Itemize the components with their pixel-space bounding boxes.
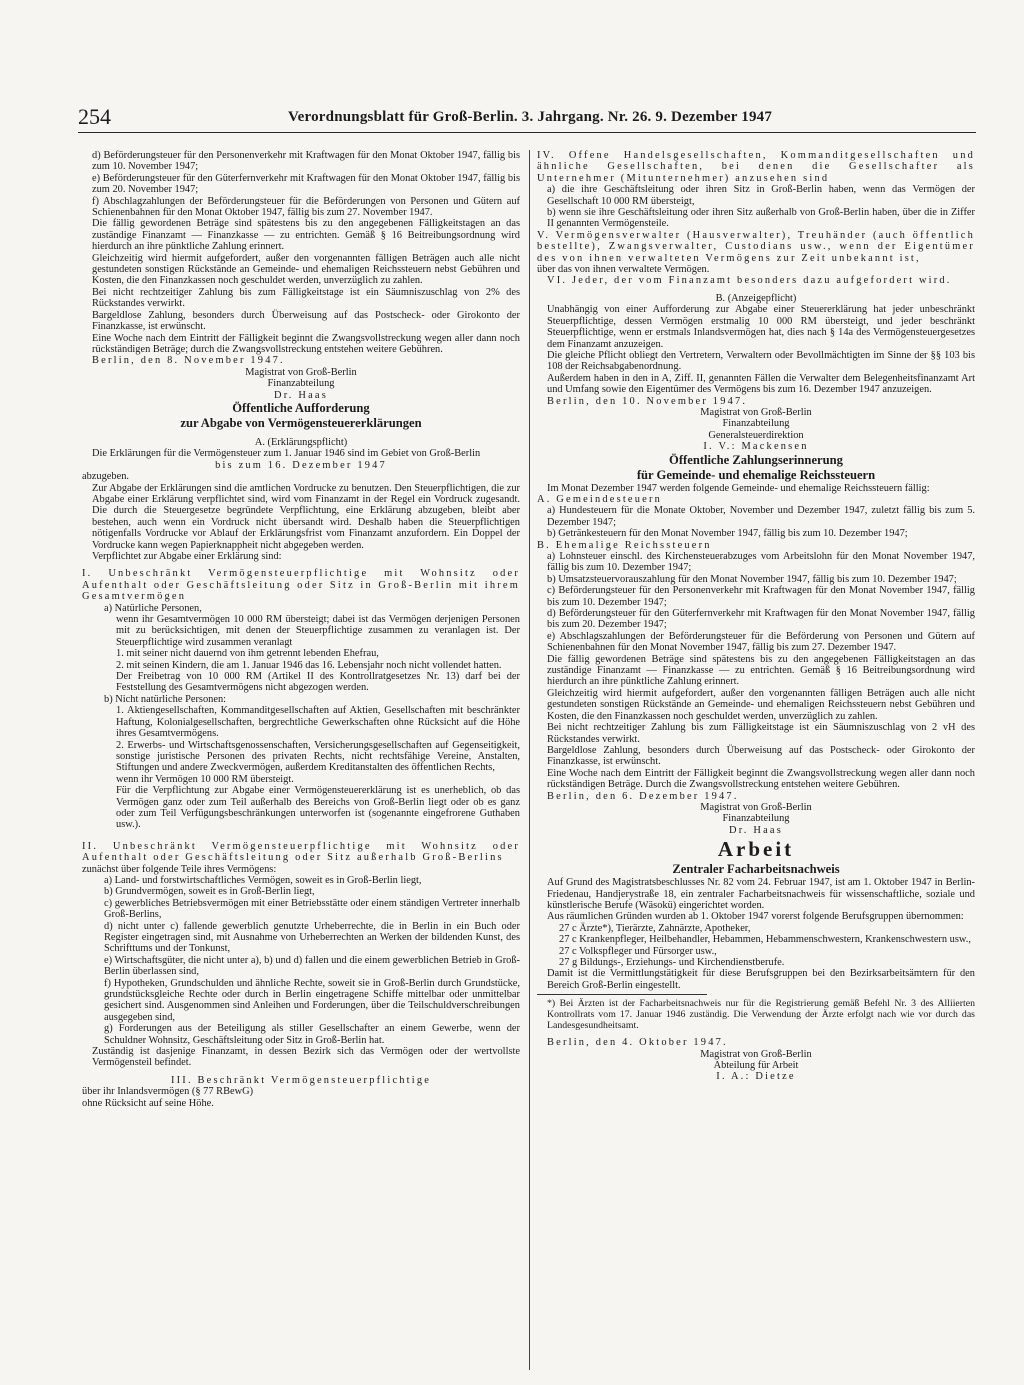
list-item: 1. Aktiengesellschaften, Kommanditgesellschaften auf Aktien, Gesellschaften mit beschränkter Haftung, Kolonialgesellschaften, bergrechtliche Gewerkschaften ohne Rücksicht auf die Höhe ihres Gesamtvermögens. xyxy=(116,705,520,740)
right-column xyxy=(537,150,975,1380)
list-item: a) Lohnsteuer einschl. des Kirchensteuerabzuges vom Arbeitslohn für den Monat November 1947, fällig bis zum 10. Dezember 1947; xyxy=(547,551,975,574)
signature-line: I. V.: Mackensen xyxy=(703,441,809,453)
list-item: b) Getränkesteuern für den Monat November 1947, fällig bis zum 10. Dezember 1947; xyxy=(547,528,908,540)
paragraph: Zur Abgabe der Erklärungen sind die amtlichen Vordrucke zu benutzen. Den Steuerpflichtigen, die zur Abgabe einer Erklärung verpflichtet sind, wird vom Finanzamt in der Regel ein Vordruck zugesandt. Die durch die Steuergesetze begründete Verpflichtung, eine Erklärung abzugeben, bleibt aber bestehen, auch wenn ein Vordruck nicht übersandt wird. Deshalb haben die Steuerpflichtigen nötigenfalls Vordrucke vor Ablauf der Erklärungsfrist vom Finanzamt anzufordern. Ein Doppel der Vordrucke kann wegen Papierknappheit nicht abgegeben werden. xyxy=(92,482,520,551)
signature-line: Abteilung für Arbeit xyxy=(713,1060,799,1072)
list-item: 27 c Volkspfleger und Fürsorger usw., xyxy=(559,945,717,957)
paragraph: über ihr Inlandsvermögen (§ 77 RBewG) xyxy=(82,1086,254,1098)
signature-line: Finanzabteilung xyxy=(722,418,790,430)
paragraph: Bargeldlose Zahlung, besonders durch Überweisung auf das Postscheck- oder Girokonto der Finanzkasse, ist erwünscht. xyxy=(92,309,520,333)
section-title: Öffentliche Aufforderung xyxy=(232,400,370,415)
page-number: 254 xyxy=(78,104,111,129)
section-banner: Arbeit xyxy=(717,837,795,862)
footnote-rule xyxy=(537,994,707,995)
paragraph: ohne Rücksicht auf seine Höhe. xyxy=(82,1097,214,1109)
subheading: B. (Anzeigepflicht) xyxy=(715,292,797,304)
list-item: b) wenn sie ihre Geschäftsleitung oder ihren Sitz außerhalb von Groß-Berlin haben, über die in Ziffer II genannten Vermögensteile. xyxy=(547,207,975,230)
paragraph: Auf Grund des Magistratsbeschlusses Nr. 82 vom 24. Februar 1947, ist am 1. Oktober 1947 in Berlin-Friedenau, Handjerystraße 18, ein zentraler Facharbeitsnachweis für wissenschaftliche, soziale und künstlerische Berufe (Wäsokü) eingerichtet worden. xyxy=(547,877,975,911)
paragraph: Damit ist die Vermittlungstätigkeit für diese Berufsgruppen bei den Bezirksarbeitsämtern für den Bereich Groß-Berlin eingestellt. xyxy=(547,968,975,991)
section-title: Öffentliche Zahlungserinnerung xyxy=(669,452,843,467)
paragraph: Außerdem haben in den in A, Ziff. II, genannten Fällen die Verwalter dem Belegenheitsfinanzamt Art und Umfang sowie den Eigentümer des Vermögens bis zum 16. Dezember 1947 anzuzeigen. xyxy=(547,372,975,396)
list-item: e) Abschlagszahlungen der Beförderungsteuer für die Beförderung von Personen und Gütern auf Schienenbahnen für den Monat November 1947, fällig bis zum 27. Dezember 1947. xyxy=(547,630,975,654)
section-title: zur Abgabe von Vermögensteuererklärungen xyxy=(180,415,422,430)
paragraph: Gleichzeitig wird hiermit aufgefordert, außer den vorgenannten fälligen Beträgen auch alle nicht gestundeten sonstigen Rückstände an Gemeinde- und ehemaligen Reichssteuern nebst Gebühren und Kosten, die den Finanzkassen noch geschuldet werden, unverzüglich zu zahlen. xyxy=(92,252,520,287)
left-column xyxy=(82,150,520,1380)
paragraph: wenn ihr Vermögen 10 000 RM übersteigt. xyxy=(116,773,294,785)
section-title: für Gemeinde- und ehemalige Reichssteuern xyxy=(636,467,876,482)
list-item: a) die ihre Geschäftsleitung oder ihren Sitz in Groß-Berlin haben, wenn das Vermögen der Gesellschaft 10 000 RM übersteigt, xyxy=(547,184,975,207)
list-item: 27 g Bildungs-, Erziehungs- und Kirchendienstberufe. xyxy=(559,957,785,968)
signature-line: Finanzabteilung xyxy=(267,378,335,390)
paragraph: Unabhängig von einer Aufforderung zur Abgabe einer Steuererklärung hat jeder unbeschränkt Steuerpflichtige, dessen Vermögen erstmalig 10 000 RM übersteigt, und jeder beschränkt Steuerpflichtige, wenn er erstmals Inlandsvermögen hat, dies nach § 14a des Vermögensteuergesetzes dem Finanzamt anzuzeigen. xyxy=(547,304,975,350)
list-item: 27 c Krankenpfleger, Heilbehandler, Hebammen, Hebammenschwestern, Krankenschwestern usw., xyxy=(559,934,971,946)
section-heading: V. Vermögensverwalter (Hausverwalter), Treuhänder (auch öffentlich bestellte), Zwangsverwalter, Custodians usw., wenn der Eigentümer des von ihnen verwalteten Vermögens zur Zeit unbekannt ist, xyxy=(537,229,975,264)
list-item: g) Forderungen aus der Beteiligung als stiller Gesellschafter an einem Gewerbe, wenn der Schuldner Wohnsitz, Geschäftsleitung oder Sitz in Groß-Berlin hat. xyxy=(104,1023,520,1046)
paragraph: Gleichzeitig wird hiermit aufgefordert, außer den vorgenannten fälligen Beträgen auch alle nicht gestundeten sonstigen Rückstände an Gemeinde- und ehemaligen Reichssteuern nebst Gebühren und Kosten, die den Finanzkassen noch geschuldet werden, unverzüglich zu zahlen. xyxy=(547,687,975,722)
list-item: d) nicht unter c) fallende gewerblich genutzte Urheberrechte, die in Berlin in ein Buch oder Register eingetragen sind, mit Ausnahme von Urheberrechten an Werken der bildenden Kunst, des Schrifttums und der Tonkunst, xyxy=(104,920,520,955)
paragraph: e) Beförderungsteuer für den Güterfernverkehr mit Kraftwagen für den Monat Oktober 1947, fällig bis zum 20. November 1947; xyxy=(92,172,520,196)
list-item: e) Wirtschaftsgüter, die nicht unter a), b) und d) fallen und die einem gewerblichen Betrieb in Groß-Berlin überlassen sind, xyxy=(104,954,520,978)
list-item: c) Beförderungsteuer für den Personenverkehr mit Kraftwagen für den Monat November 1947, fällig bis zum 10. Dezember 1947; xyxy=(547,585,975,608)
signature-line: Finanzabteilung xyxy=(722,813,790,825)
date-line: Berlin, den 10. November 1947. xyxy=(547,395,748,407)
signature-line: Generalsteuerdirektion xyxy=(708,429,804,441)
list-item: 2. mit seinen Kindern, die am 1. Januar 1946 das 16. Lebensjahr noch nicht vollendet hatten. xyxy=(116,659,502,671)
list-item: 2. Erwerbs- und Wirtschaftsgenossenschaften, Versicherungsgesellschaften auf Gegenseitigkeit, sonstige juristische Personen des privaten Rechts, nicht rechtsfähige Vereine, Anstalten, Stiftungen und andere Zweckvermögen, außerdem Kreditanstalten des öffentlichen Rechts, xyxy=(116,739,520,774)
subheading: A. (Erklärungspflicht) xyxy=(254,436,348,448)
list-item: b) Nicht natürliche Personen: xyxy=(104,693,227,705)
part-heading: A. Gemeindesteuern xyxy=(537,493,663,505)
date-line: Berlin, den 6. Dezember 1947. xyxy=(547,790,739,802)
paragraph: Bargeldlose Zahlung, besonders durch Überweisung auf das Postscheck- oder Girokonto der Finanzkasse, ist erwünscht. xyxy=(547,744,975,768)
deadline: bis zum 16. Dezember 1947 xyxy=(215,459,387,471)
paragraph: Eine Woche nach dem Eintritt der Fälligkeit beginnt die Zwangsvollstreckung wegen aller dann noch rückständigen Beträge. Durch die Zwangsvollstreckung entstehen weitere Gebühren. xyxy=(547,767,975,791)
paragraph: über das von ihnen verwaltete Vermögen. xyxy=(537,264,710,276)
list-item: b) Grundvermögen, soweit es in Groß-Berlin liegt, xyxy=(104,886,315,898)
running-title: Verordnungsblatt für Groß-Berlin. 3. Jahrgang. Nr. 26. 9. Dezember 1947 xyxy=(288,109,773,125)
signature-line: I. A.: Dietze xyxy=(716,1071,796,1083)
paragraph: Verpflichtet zur Abgabe einer Erklärung sind: xyxy=(92,551,282,562)
list-item: a) Land- und forstwirtschaftliches Vermögen, soweit es in Groß-Berlin liegt, xyxy=(104,874,422,886)
section-title: Zentraler Facharbeitsnachweis xyxy=(672,862,840,877)
paragraph: Der Freibetrag von 10 000 RM (Artikel II des Kontrollratgesetzes Nr. 13) darf bei der Feststellung des Gesamtvermögens nicht abgezogen werden. xyxy=(116,671,520,694)
paragraph: Die gleiche Pflicht obliegt den Vertretern, Verwaltern oder Bevollmächtigten im Sinne der §§ 103 bis 108 der Reichsabgabenordnung. xyxy=(547,349,975,373)
page-header xyxy=(78,104,976,133)
list-item: 27 c Ärzte*), Tierärzte, Zahnärzte, Apotheker, xyxy=(559,922,751,934)
paragraph: Aus räumlichen Gründen wurden ab 1. Oktober 1947 vorerst folgende Berufsgruppen übernommen: xyxy=(547,911,964,923)
footnote: *) Bei Ärzten ist der Facharbeitsnachweis nur für die Registrierung gemäß Befehl Nr. 3 des Alliierten Kontrollrats vom 17. Januar 1946 zuständig. Die Verwendung der Ärzte erfolgt nach wie vor durch das Landesgesundheitsamt. xyxy=(547,998,975,1032)
list-item: b) Umsatzsteuervorauszahlung für den Monat November 1947, fällig bis zum 10. Dezember 1947; xyxy=(547,573,957,585)
paragraph: Zuständig ist dasjenige Finanzamt, in dessen Bezirk sich das Vermögen oder der wertvollste Vermögensteil befindet. xyxy=(92,1046,520,1069)
paragraph: d) Beförderungsteuer für den Personenverkehr mit Kraftwagen für den Monat Oktober 1947, fällig bis zum 10. November 1947; xyxy=(92,150,520,173)
list-item: 1. mit seiner nicht dauernd von ihm getrennt lebenden Ehefrau, xyxy=(116,648,379,660)
list-item: c) gewerbliches Betriebsvermögen mit einer Betriebsstätte oder einem ständigen Vertreter innerhalb Groß-Berlins, xyxy=(104,897,520,921)
part-heading: B. Ehemalige Reichssteuern xyxy=(537,539,712,551)
paragraph: Die fällig gewordenen Beträge sind spätestens bis zu den angegebenen Fälligkeitstagen an das zuständige Finanzamt — Finanzkasse — zu entrichten. Gemäß § 16 Beitreibungsordnung wird hierdurch an ihre pünktliche Zahlung erinnert. xyxy=(92,218,520,253)
signature-line: Magistrat von Groß-Berlin xyxy=(245,366,357,378)
list-item: a) Hundesteuern für die Monate Oktober, November und Dezember 1947, zuletzt fällig bis zum 5. Dezember 1947; xyxy=(547,505,975,528)
paragraph: f) Abschlagzahlungen der Beförderungsteuer für die Beförderungen von Personen und Gütern auf Schienenbahnen für den Monat Oktober 1947, fällig bis zum 27. November 1947. xyxy=(92,195,520,219)
paragraph: Bei nicht rechtzeitiger Zahlung bis zum Fälligkeitstage ist ein Säumniszuschlag von 2 vH des Rückstandes verwirkt. xyxy=(547,722,975,745)
paragraph: Im Monat Dezember 1947 werden folgende Gemeinde- und ehemalige Reichssteuern fällig: xyxy=(547,482,930,494)
signature-line: Dr. Haas xyxy=(274,389,328,401)
paragraph: zunächst über folgende Teile ihres Vermögens: xyxy=(82,863,277,875)
section-heading: VI. Jeder, der vom Finanzamt besonders dazu aufgefordert wird. xyxy=(547,275,952,287)
signature-line: Magistrat von Groß-Berlin xyxy=(700,406,812,418)
section-heading: IV. Offene Handelsgesellschaften, Kommanditgesellschaften und ähnliche Gesellschaften, bei denen die Gesellschafter als Unternehmer (Mitunternehmer) anzusehen sind xyxy=(537,150,975,184)
list-item: a) Natürliche Personen, xyxy=(104,602,202,614)
paragraph: wenn ihr Gesamtvermögen 10 000 RM übersteigt; dabei ist das Vermögen derjenigen Personen mit zu berücksichtigen, mit denen der Steuerpflichtige zusammen zu veranlagen ist. Der Steuerpflichtige wird zusammen veranlagt xyxy=(116,614,520,648)
paragraph: Bei nicht rechtzeitiger Zahlung bis zum Fälligkeitstage ist ein Säumniszuschlag von 2% des Rückstandes verwirkt. xyxy=(92,286,520,310)
column-divider xyxy=(529,150,530,1370)
paragraph: Die Erklärungen für die Vermögensteuer zum 1. Januar 1946 sind im Gebiet von Groß-Berlin xyxy=(92,448,481,460)
section-heading: II. Unbeschränkt Vermögensteuerpflichtige mit Wohnsitz oder Aufenthalt oder Geschäftsleitung oder Sitz außerhalb Groß-Berlins xyxy=(82,840,520,864)
section-heading: I. Unbeschränkt Vermögensteuerpflichtige mit Wohnsitz oder Aufenthalt oder Geschäftsleitung oder Sitz in Groß-Berlin mit ihrem Gesamtvermögen xyxy=(82,568,520,603)
signature-line: Dr. Haas xyxy=(729,824,783,836)
date-line: Berlin, den 4. Oktober 1947. xyxy=(547,1037,728,1049)
paragraph: Die fällig gewordenen Beträge sind spätestens bis zu den angegebenen Fälligkeitstagen an das zuständige Finanzamt — Finanzkasse — zu entrichten. Gemäß § 16 Beitreibungsordnung wird hierdurch an ihre pünktliche Zahlung erinnert. xyxy=(547,653,975,688)
list-item: f) Hypotheken, Grundschulden und ähnliche Rechte, soweit sie in Groß-Berlin durch Grundstücke, grundstücksgleiche Rechte oder durch in Berlin eingetragene Schiffe mittelbar oder unmittelbar gesichert sind. Ausgenommen sind Anleihen und Forderungen, über die Teilschuldverschreibungen ausgegeben sind, xyxy=(104,977,520,1023)
paragraph: Eine Woche nach dem Eintritt der Fälligkeit beginnt die Zwangsvollstreckung wegen aller dann noch rückständigen Beträge; durch die Zwangsvollstreckung entstehen weitere Gebühren. xyxy=(92,332,520,355)
signature-line: Magistrat von Groß-Berlin xyxy=(700,801,812,813)
signature-line: Magistrat von Groß-Berlin xyxy=(700,1048,812,1060)
paragraph: Für die Verpflichtung zur Abgabe einer Vermögensteuererklärung ist es unerheblich, ob das Vermögen ganz oder zum Teil außerhalb des Bereichs von Groß-Berlin liegt oder ob es ganz oder zum Teil Verfügungsbeschränkungen unterworfen ist (sogenannte eingefrorene Guthaben usw.). xyxy=(116,785,520,831)
date-line: Berlin, den 8. November 1947. xyxy=(92,355,285,367)
section-heading: III. Beschränkt Vermögensteuerpflichtige xyxy=(170,1074,432,1086)
list-item: d) Beförderungsteuer für den Güterfernverkehr mit Kraftwagen für den Monat November 1947, fällig bis zum 20. Dezember 1947; xyxy=(547,608,975,631)
paragraph: abzugeben. xyxy=(82,471,130,483)
